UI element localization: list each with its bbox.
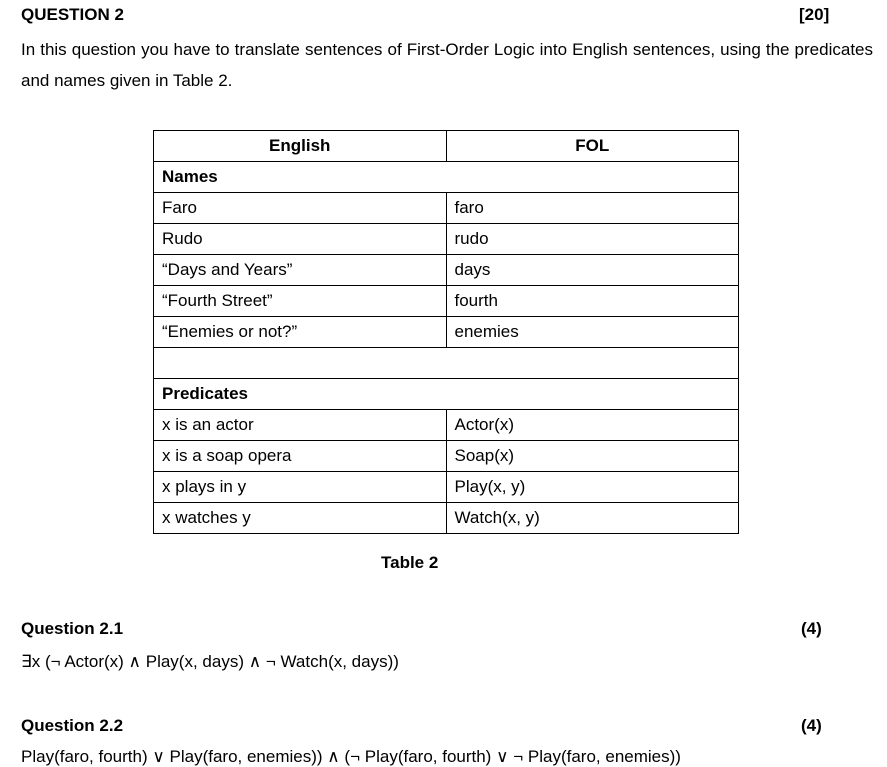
table-caption: Table 2 — [381, 553, 439, 572]
question-2-2-marks: (4) — [801, 716, 822, 735]
predicate-fol: Soap(x) — [446, 441, 739, 472]
name-english: Faro — [154, 193, 447, 224]
table-header-row — [154, 131, 739, 162]
name-english: Rudo — [154, 224, 447, 255]
table-row — [154, 255, 739, 286]
predicate-fol: Watch(x, y) — [446, 503, 739, 534]
name-fol: enemies — [446, 317, 739, 348]
blank-cell — [154, 348, 739, 379]
question-title: QUESTION 2 — [21, 5, 124, 24]
question-2-2-title: Question 2.2 — [21, 716, 124, 735]
table-row — [154, 317, 739, 348]
question-2-2-formula: Play(faro, fourth) ∨ Play(faro, enemies)) ∧ (¬ Play(faro, fourth) ∨ ¬ Play(faro, enemies)) — [21, 747, 681, 766]
question-marks: [20] — [799, 5, 830, 24]
predicate-english: x is a soap opera — [154, 441, 447, 472]
predicates-label: Predicates — [154, 379, 739, 410]
table-row — [154, 441, 739, 472]
table-row — [154, 286, 739, 317]
table-row — [154, 410, 739, 441]
table-row — [154, 193, 739, 224]
name-english: “Fourth Street” — [154, 286, 447, 317]
predicate-english: x plays in y — [154, 472, 447, 503]
name-fol: rudo — [446, 224, 739, 255]
header-fol: FOL — [446, 131, 739, 162]
predicate-english: x watches y — [154, 503, 447, 534]
predicate-english: x is an actor — [154, 410, 447, 441]
question-2-1-marks: (4) — [801, 619, 822, 638]
name-english: “Days and Years” — [154, 255, 447, 286]
blank-row — [154, 348, 739, 379]
name-english: “Enemies or not?” — [154, 317, 447, 348]
question-2-1-title: Question 2.1 — [21, 619, 124, 638]
names-label: Names — [154, 162, 739, 193]
predicates-section-row — [154, 379, 739, 410]
question-intro: In this question you have to translate sentences of First-Order Logic into English sentences, using the predicates and names given in Table 2. — [21, 40, 873, 90]
predicate-fol: Play(x, y) — [446, 472, 739, 503]
table-row — [154, 472, 739, 503]
table-row — [154, 503, 739, 534]
header-english: English — [154, 131, 447, 162]
predicate-fol: Actor(x) — [446, 410, 739, 441]
question-2-1-formula: ∃x (¬ Actor(x) ∧ Play(x, days) ∧ ¬ Watch(x, days)) — [21, 652, 399, 671]
name-fol: days — [446, 255, 739, 286]
name-fol: fourth — [446, 286, 739, 317]
name-fol: faro — [446, 193, 739, 224]
translation-table — [153, 130, 739, 534]
names-section-row — [154, 162, 739, 193]
table-row — [154, 224, 739, 255]
